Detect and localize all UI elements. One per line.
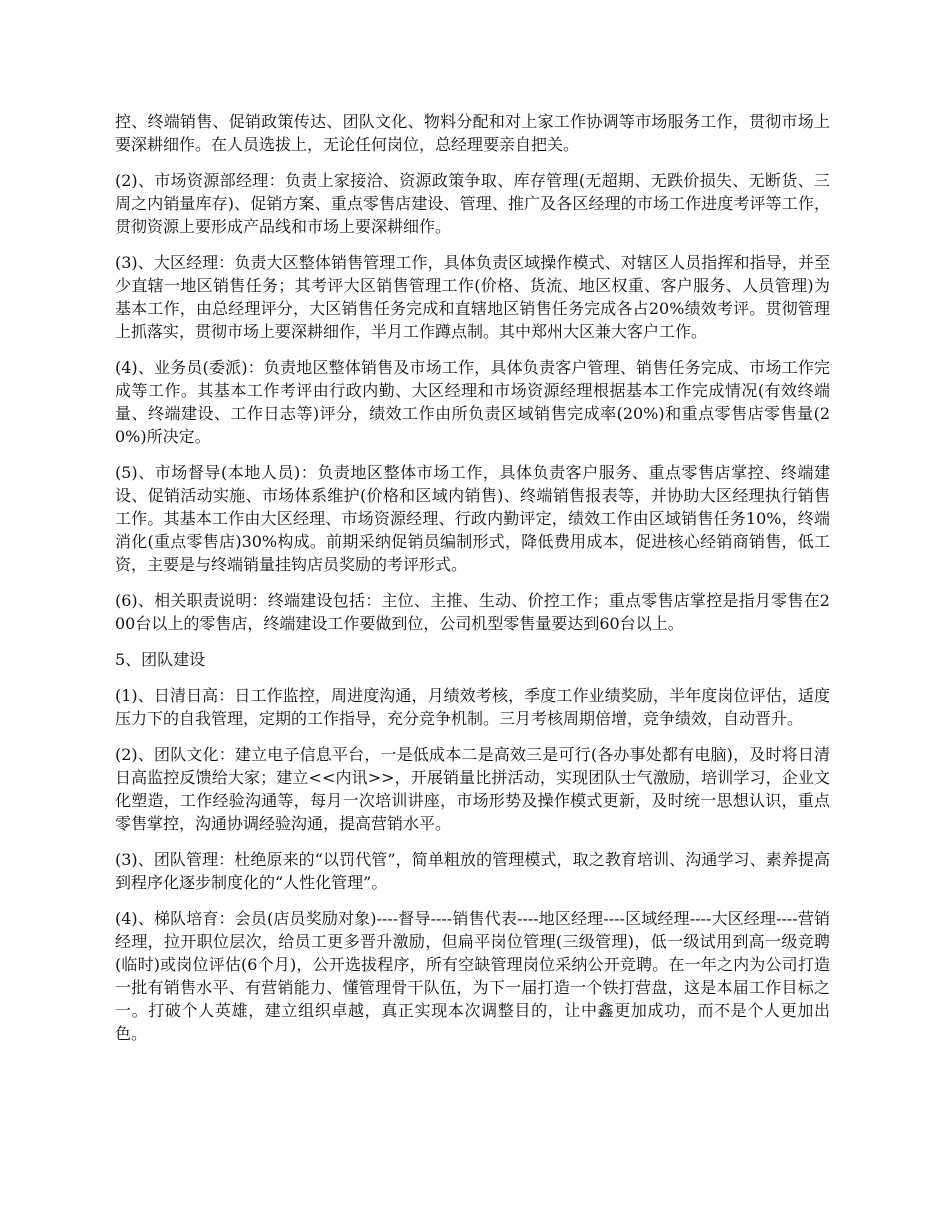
section-heading: 5、团队建设 <box>115 650 206 669</box>
paragraph-team-culture: (2)、团队文化：建立电子信息平台，一是低成本二是高效三是可行(各办事处都有电脑)，及时将日清日高监控反馈给大家；建立<<内讯>>，开展销量比拼活动，实现团队士气激励，培训学习，企业文化塑造，工作经验沟通等，每月一次培训讲座，市场形势及操作模式更新，及时统一思想认识，重点零售掌控，沟通协调经验沟通，提高营销水平。 <box>115 745 830 833</box>
document-page <box>115 110 830 1058</box>
paragraph-team-management: (3)、团队管理：杜绝原来的“以罚代管”，简单粗放的管理模式，取之教育培训、沟通学习、素养提高到程序化逐步制度化的“人性化管理”。 <box>115 850 830 892</box>
paragraph-market-resource-manager: (2)、市场资源部经理：负责上家接洽、资源政策争取、库存管理(无超期、无跌价损失、无断货、三周之内销量库存)、促销方案、重点零售店建设、管理、推广及各区经理的市场工作进度考评等工作，贯彻资源上要形成产品线和市场上要深耕细作。 <box>115 171 830 236</box>
paragraph-continued: 控、终端销售、促销政策传达、团队文化、物料分配和对上家工作协调等市场服务工作，贯彻市场上要深耕细作。在人员选拔上，无论任何岗位，总经理要亲自把关。 <box>115 112 830 154</box>
paragraph-daily-clear: (1)、日清日高：日工作监控，周进度沟通，月绩效考核，季度工作业绩奖励，半年度岗位评估，适度压力下的自我管理，定期的工作指导，充分竞争机制。三月考核周期倍增，竞争绩效，自动晋升。 <box>115 686 830 728</box>
paragraph-duty-notes: (6)、相关职责说明：终端建设包括：主位、主推、生动、价控工作；重点零售店掌控是指月零售在200台以上的零售店，终端建设工作要做到位，公司机型零售量要达到60台以上。 <box>115 591 830 633</box>
paragraph-talent-pipeline: (4)、梯队培育：会员(店员奖励对象)----督导----销售代表----地区经理----区域经理----大区经理----营销经理，拉开职位层次，给员工更多晋升激励，但扁平岗位管理(三级管理)，低一级试用到高一级竞聘(临时)或岗位评估(6个月)，公开选拔程序，所有空缺管理岗位采纳公开竞聘。在一年之内为公司打造一批有销售水平、有营销能力、懂管理骨干队伍，为下一届打造一个铁打营盘，这是本届工作目标之一。打破个人英雄，建立组织卓越，真正实现本次调整目的，让中鑫更加成功，而不是个人更加出色。 <box>115 909 830 1043</box>
paragraph-salesperson: (4)、业务员(委派)：负责地区整体销售及市场工作，具体负责客户管理、销售任务完成、市场工作完成等工作。其基本工作考评由行政内勤、大区经理和市场资源经理根据基本工作完成情况(有效终端量、终端建设、工作日志等)评分，绩效工作由所负责区域销售完成率(20%)和重点零售店零售量(20%)所决定。 <box>115 358 830 446</box>
paragraph-regional-manager: (3)、大区经理：负责大区整体销售管理工作，具体负责区域操作模式、对辖区人员指挥和指导，并至少直辖一地区销售任务；其考评大区销售管理工作(价格、货流、地区权重、客户服务、人员管理)为基本工作，由总经理评分，大区销售任务完成和直辖地区销售任务完成各占20%绩效考评。贯彻管理上抓落实，贯彻市场上要深耕细作，半月工作蹲点制。其中郑州大区兼大客户工作。 <box>115 253 830 341</box>
paragraph-market-supervisor: (5)、市场督导(本地人员)：负责地区整体市场工作，具体负责客户服务、重点零售店掌控、终端建设、促销活动实施、市场体系维护(价格和区域内销售)、终端销售报表等，并协助大区经理执行销售工作。其基本工作由大区经理、市场资源经理、行政内勤评定，绩效工作由区域销售任务10%，终端消化(重点零售店)30%构成。前期采纳促销员编制形式，降低费用成本，促进核心经销商销售，低工资，主要是与终端销量挂钩店员奖励的考评形式。 <box>115 463 830 574</box>
